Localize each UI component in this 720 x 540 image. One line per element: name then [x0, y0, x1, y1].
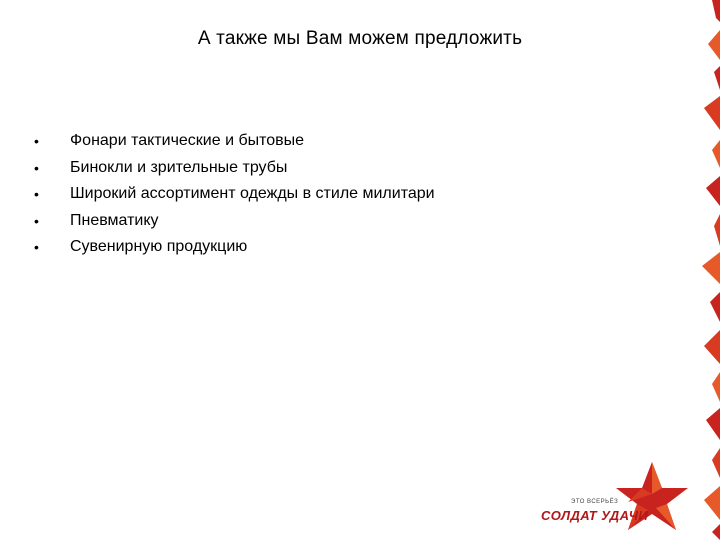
bullet-icon: • [34, 239, 39, 255]
bullet-icon: • [34, 212, 39, 229]
slide-title: А также мы Вам можем предложить [197, 28, 523, 49]
list-item [34, 234, 435, 261]
bullet-list [34, 128, 435, 261]
list-item-text: Широкий ассортимент одежды в стиле милитари [70, 185, 435, 202]
list-item-text: Пневматику [70, 211, 159, 229]
logo-tagline: ЭТО ВСЕРЬЁЗ [571, 499, 619, 505]
list-item-text: Фонари тактические и бытовые [70, 132, 305, 149]
list-item [34, 155, 435, 182]
list-item-text: Сувенирную продукцию [70, 238, 248, 255]
star-logo-icon [540, 458, 690, 538]
bullet-icon: • [34, 186, 39, 202]
bullet-icon: • [34, 159, 39, 176]
list-item [34, 181, 435, 208]
decorative-edge-pattern [690, 0, 720, 540]
list-item [34, 128, 435, 155]
logo-name: СОЛДАТ УДАЧИ [541, 508, 649, 523]
list-item [34, 208, 435, 235]
list-item-text: Бинокли и зрительные трубы [70, 158, 288, 176]
bullet-icon: • [34, 133, 39, 149]
